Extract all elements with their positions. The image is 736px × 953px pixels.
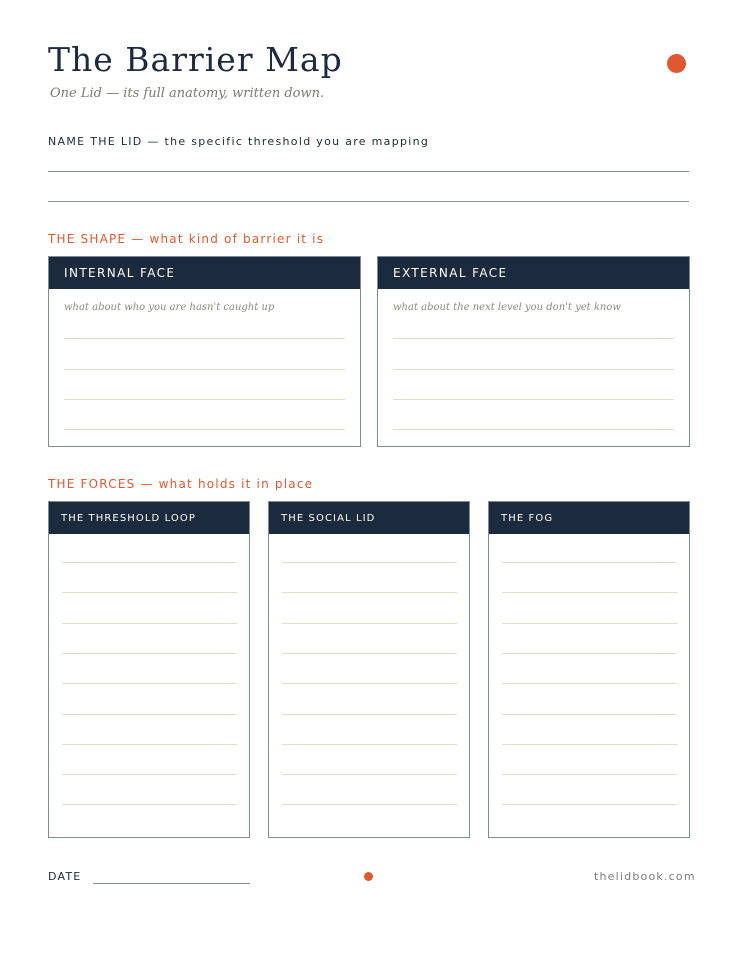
forces-section-label: THE FORCES — what holds it in place [48,477,314,491]
writing-line[interactable] [62,744,237,745]
writing-line[interactable] [62,562,237,563]
social-lid-heading: THE SOCIAL LID [269,502,469,534]
writing-line[interactable] [502,714,677,715]
writing-line[interactable] [502,774,677,775]
writing-line[interactable] [62,623,237,624]
writing-line[interactable] [64,429,345,430]
writing-line[interactable] [282,562,457,563]
writing-line[interactable] [62,683,237,684]
writing-line[interactable] [282,714,457,715]
writing-line[interactable] [502,623,677,624]
name-line-2[interactable] [48,201,689,202]
writing-line[interactable] [282,623,457,624]
writing-line[interactable] [282,592,457,593]
fog-heading: THE FOG [489,502,689,534]
writing-line[interactable] [62,714,237,715]
writing-line[interactable] [62,592,237,593]
threshold-loop-heading: THE THRESHOLD LOOP [49,502,249,534]
shape-section-label: THE SHAPE — what kind of barrier it is [48,232,325,246]
writing-line[interactable] [502,653,677,654]
writing-line[interactable] [502,804,677,805]
threshold-loop-card [48,501,250,838]
writing-line[interactable] [393,399,674,400]
date-line[interactable] [93,883,250,884]
writing-line[interactable] [62,653,237,654]
page-title: The Barrier Map [48,40,343,79]
writing-line[interactable] [62,774,237,775]
fog-card [488,501,690,838]
internal-face-hint: what about who you are hasn't caught up [64,302,275,313]
writing-line[interactable] [64,399,345,400]
writing-line[interactable] [393,369,674,370]
writing-line[interactable] [282,744,457,745]
internal-face-heading: INTERNAL FACE [49,257,360,289]
writing-line[interactable] [282,804,457,805]
writing-line[interactable] [502,562,677,563]
writing-line[interactable] [62,804,237,805]
page-subtitle: One Lid — its full anatomy, written down. [50,86,325,101]
accent-dot-icon [667,54,686,73]
writing-line[interactable] [282,653,457,654]
writing-line[interactable] [64,369,345,370]
external-face-heading: EXTERNAL FACE [378,257,689,289]
writing-line[interactable] [502,744,677,745]
writing-line[interactable] [282,774,457,775]
date-label: DATE [48,870,82,883]
writing-line[interactable] [393,429,674,430]
writing-line[interactable] [282,683,457,684]
name-line-1[interactable] [48,171,689,172]
name-the-lid-label: NAME THE LID — the specific threshold you are mapping [48,135,430,148]
writing-line[interactable] [393,338,674,339]
writing-line[interactable] [502,683,677,684]
footer-dot-icon [364,872,373,881]
external-face-hint: what about the next level you don't yet know [393,302,621,313]
footer-url: thelidbook.com [594,870,696,883]
external-face-card [377,256,690,447]
writing-line[interactable] [64,338,345,339]
writing-line[interactable] [502,592,677,593]
internal-face-card [48,256,361,447]
social-lid-card [268,501,470,838]
